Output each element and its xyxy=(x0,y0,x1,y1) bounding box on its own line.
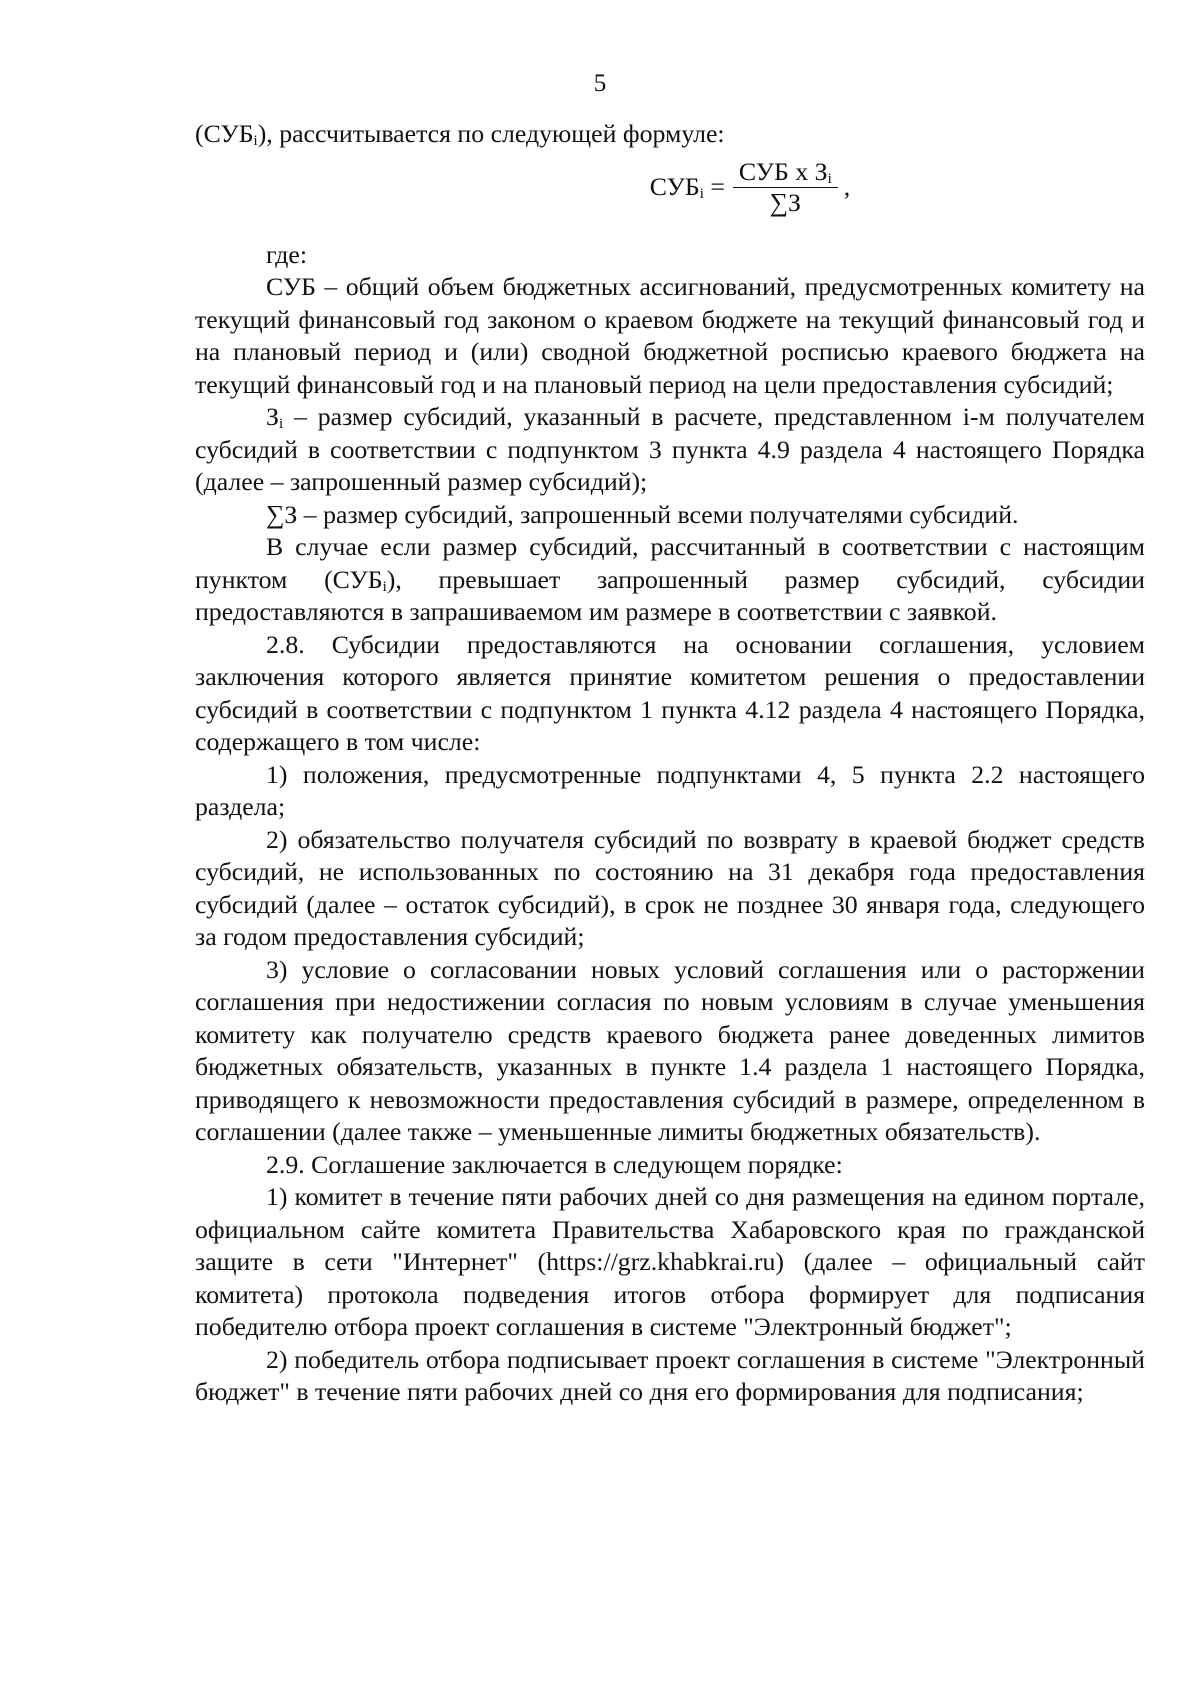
where-label: где: xyxy=(266,239,308,269)
paragraph-2-9: 2.9. Соглашение заключается в следующем порядке: xyxy=(266,1149,843,1179)
paragraph-2-8-item-1: 1) положения, предусмотренные подпунктами 4, 5 пункта 2.2 настоящего раздела; xyxy=(195,759,1145,821)
paragraph-2-9-item-1: 1) комитет в течение пяти рабочих дней со дня размещения на едином портале, официальном сайте комитета Правительства Хабаровского края по гражданской защите в сети "Интернет" (https://grz.khabkrai.ru) (далее – официальный сайт комитета) протокола подведения итогов отбора формирует для подписания победителю отбора проект соглашения в системе "Электронный бюджет"; xyxy=(195,1182,1145,1341)
formula xyxy=(355,151,1145,225)
case-paragraph: В случае если размер субсидий, рассчитанный в соответствии с настоящим пунктом $(СУБ_i)$, превышает запрошенный размер субсидий, субсидии предоставляются в запрашиваемом им размере в соответствии с заявкой. xyxy=(195,532,1145,626)
intro-line xyxy=(195,118,1145,151)
paragraph-2-8: 2.8. Субсидии предоставляются на основании соглашения, условием заключения которого является принятие комитетом решения о предоставлении субсидий в соответствии с подпунктом 1 пункта 4.12 раздела 4 настоящего Порядка, содержащего в том числе: xyxy=(195,629,1145,756)
formula-lhs: $СУБ_i$ = xyxy=(649,172,725,203)
paragraph-2-9-item-2: 2) победитель отбора подписывает проект соглашения в системе "Электронный бюджет" в течение пяти рабочих дней со дня его формирования для подписания; xyxy=(195,1344,1145,1406)
page-number: 5 xyxy=(593,70,607,97)
definition-zi: $З_i$ – размер субсидий, указанный в расчете, представленном i-м получателем субсидий в соответствии с подпунктом 3 пункта 4.9 раздела 4 настоящего Порядка (далее – запрошенный размер субсидий); xyxy=(195,402,1145,496)
intro-subscript: i xyxy=(253,133,258,149)
intro-text-b: ), рассчитывается по следующей формуле: xyxy=(257,119,725,148)
document-body xyxy=(195,118,1145,1409)
formula-comma: , xyxy=(843,172,851,202)
definition-sub: СУБ – общий объем бюджетных ассигнований, предусмотренных комитету на текущий финансовый год законом о краевом бюджете на текущий финансовый год и на плановый период и (или) сводной бюджетной росписью краевого бюджета на текущий финансовый год и на плановый период на цели предоставления субсидий; xyxy=(195,272,1145,399)
intro-text-a: (СУБ xyxy=(195,119,254,148)
paragraph-2-8-item-2: 2) обязательство получателя субсидий по возврату в краевой бюджет средств субсидий, не использованных по состоянию на 31 декабря года предоставления субсидий (далее – остаток субсидий), в срок не позднее 30 января года, следующего за годом предоставления субсидий; xyxy=(195,824,1145,951)
formula-fraction xyxy=(733,157,838,218)
definition-sum: ∑З – размер субсидий, запрошенный всеми получателями субсидий. xyxy=(266,499,1019,529)
formula-denominator: ∑З xyxy=(769,188,801,217)
formula-numerator: СУБ х $З_i$ xyxy=(733,157,838,188)
paragraph-2-8-item-3: 3) условие о согласовании новых условий соглашения или о расторжении соглашения при недостижении согласия по новым условиям в случае уменьшения комитету как получателю средств краевого бюджета ранее доведенных лимитов бюджетных обязательств, указанных в пункте 1.4 раздела 1 настоящего Порядка, приводящего к невозможности предоставления субсидий в размере, определенном в соглашении (далее также – уменьшенные лимиты бюджетных обязательств). xyxy=(195,954,1145,1146)
